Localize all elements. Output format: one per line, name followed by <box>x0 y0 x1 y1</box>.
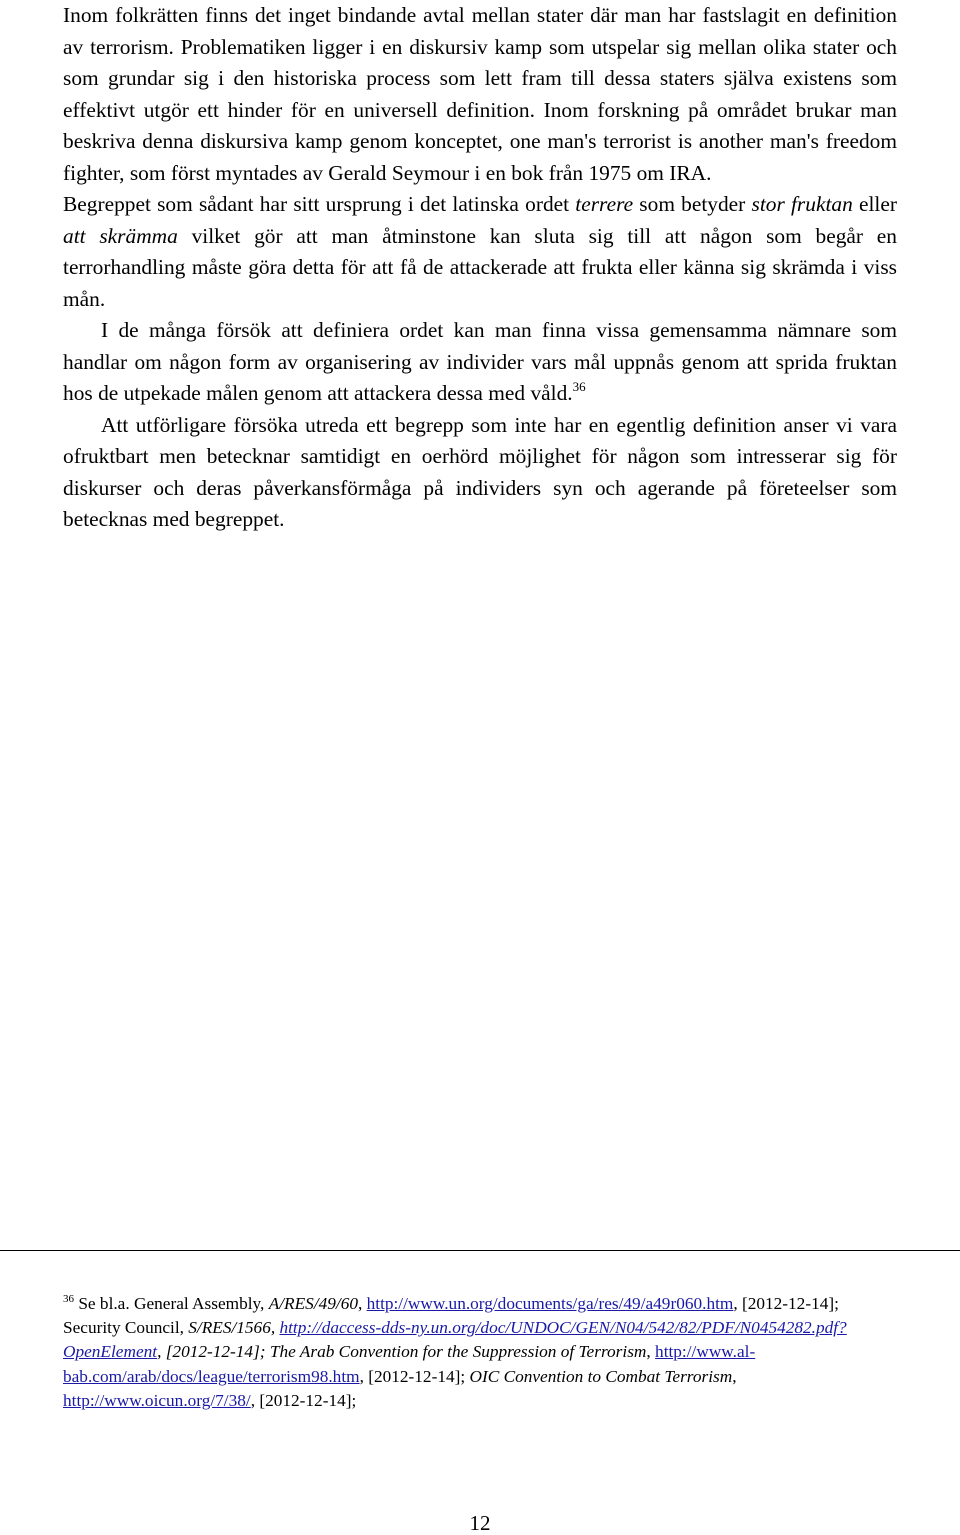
footnote-link-un-sc[interactable]: http://daccess-dds-ny.un.org/doc/UNDOC/GEN/N04/542/82/PDF/N0454282.pdf?OpenElement <box>63 1318 847 1362</box>
footnote-link-oic[interactable]: http://www.oicun.org/7/38/ <box>63 1390 251 1410</box>
body-text <box>63 0 897 536</box>
footnote-number: 36 <box>63 1293 74 1305</box>
footnote-text-7: , <box>732 1366 737 1386</box>
footnote-ref-sc: S/RES/1566, <box>188 1318 280 1338</box>
paragraph-2-text-d: vilket gör att man åtminstone kan sluta sig till att någon som begår en terrorhandling måste göra detta för att få de attackerade att frukta eller känna sig skrämda i viss mån. <box>63 223 897 311</box>
footnote-ref-ga: A/RES/49/60 <box>268 1294 358 1313</box>
paragraph-2-text-b: som betyder <box>633 192 752 216</box>
footnote-text-2: , <box>357 1294 367 1313</box>
footnote-ref-oic: OIC Convention to Combat Terrorism <box>469 1366 733 1386</box>
footnote-link-albab[interactable]: http://www.al-bab.com/arab/docs/league/terrorism98.htm <box>63 1342 756 1386</box>
footnote-text-3: , [2012-12-14]; Security Council, <box>63 1294 839 1338</box>
page-number: 12 <box>469 1511 491 1535</box>
footnote-text-8: , [2012-12-14]; <box>250 1390 357 1410</box>
paragraph-2-text-a: Begreppet som sådant har sitt ursprung i det latinska ordet <box>63 192 576 216</box>
paragraph-2 <box>63 189 897 315</box>
paragraph-3 <box>63 315 897 410</box>
term-stor-fruktan: stor fruktan <box>751 192 853 216</box>
footnote-text-5: , <box>646 1342 656 1362</box>
footnote-36 <box>63 1292 897 1413</box>
latin-term-terrere: terrere <box>575 192 634 216</box>
paragraph-4: Att utförligare försöka utreda ett begrepp som inte har en egentlig definition anser vi vara ofruktbart men betecknar samtidigt en oerhörd möjlighet för någon som intresserar sig för diskurser och deras påverkansförmåga på individers syn och agerande på företeelser som betecknas med begreppet. <box>63 412 897 531</box>
paragraph-2-text-c: eller <box>852 192 897 216</box>
footnote-separator <box>0 1250 960 1251</box>
footnote-text-6: , [2012-12-14]; <box>359 1366 470 1386</box>
term-att-skramma: att skrämma <box>63 223 178 248</box>
footnote-text-1: Se bl.a. General Assembly, <box>74 1294 269 1313</box>
footnote-section <box>63 1292 897 1413</box>
footnote-text-4: , [2012-12-14]; The Arab Convention for the Suppression of Terrorism <box>157 1342 647 1362</box>
paragraph-1: Inom folkrätten finns det inget bindande avtal mellan stater där man har fastslagit en definition av terrorism. Problematiken ligger i en diskursiv kamp som utspelar sig mellan olika stater och som grundar sig i den historiska process som lett fram till dessa staters själva existens som effektivt utgör ett hinder för en universell definition. Inom forskning på området brukar man beskriva denna diskursiva kamp genom konceptet, one man's terrorist is another man's freedom fighter, som först myntades av Gerald Seymour i en bok från 1975 om IRA. <box>63 3 897 185</box>
footnote-link-un-ga[interactable]: http://www.un.org/documents/ga/res/49/a49r060.htm <box>366 1294 734 1313</box>
footnote-reference[interactable]: 36 <box>572 379 586 394</box>
paragraph-3-text: I de många försök att definiera ordet kan man finna vissa gemensamma nämnare som handlar om någon form av organisering av individer vars mål uppnås genom att sprida fruktan hos de utpekade målen genom att attackera dessa med våld. <box>63 318 897 405</box>
